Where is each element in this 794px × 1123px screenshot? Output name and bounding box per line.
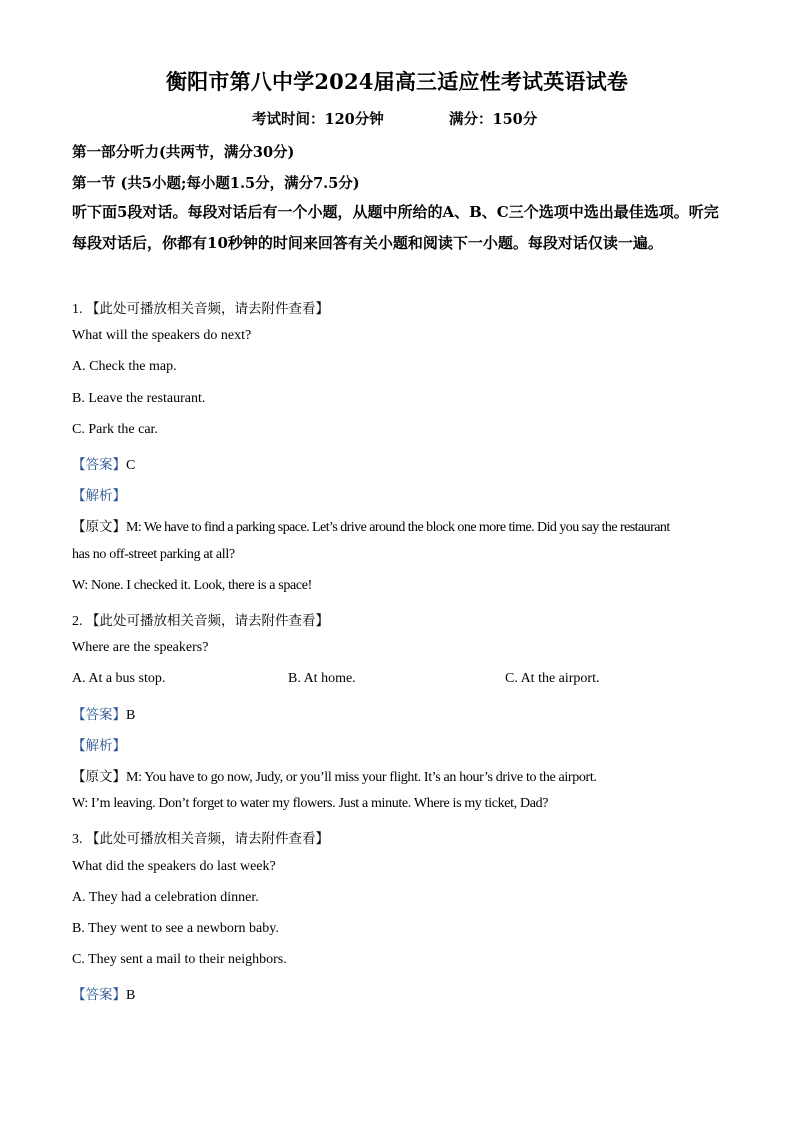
question-2-answer (72, 703, 135, 724)
question-2-option-a: A. At a bus stop. (72, 671, 166, 686)
question-1-transcript-line-1 (72, 515, 670, 536)
analysis-label: 【解析】 (72, 488, 126, 504)
question-2-header (72, 609, 329, 630)
question-1-analysis (72, 484, 126, 505)
question-2-option-b: B. At home. (288, 671, 356, 686)
analysis-label: 【解析】 (72, 738, 126, 754)
question-number: 3. (72, 832, 83, 847)
answer-value: C (126, 458, 136, 473)
part1-title: 第一部分听力(共两节，满分30分) (72, 144, 295, 161)
transcript-label: 【原文】 (72, 519, 126, 535)
audio-note: 【此处可播放相关音频，请去附件查看】 (86, 301, 329, 317)
question-3-stem: What did the speakers do last week? (72, 859, 276, 874)
question-1-option-c: C. Park the car. (72, 422, 158, 437)
answer-label: 【答案】 (72, 457, 126, 473)
transcript-text: M: We have to find a parking space. Let’s drive around the block one more time. Did you say the restaurant (126, 520, 670, 535)
question-3-option-c: C. They sent a mail to their neighbors. (72, 952, 287, 967)
exam-time: 考试时间：120分钟 (252, 111, 384, 128)
answer-value: B (126, 988, 136, 1003)
instructions: 听下面5段对话。每段对话后有一个小题，从题中所给的A、B、C三个选项中选出最佳选项。听完每段对话后，你都有10秒钟的时间来回答有关小题和阅读下一小题。每段对话仅读一遍。 (72, 203, 719, 252)
answer-label: 【答案】 (72, 707, 126, 723)
question-1-header (72, 297, 329, 318)
answer-label: 【答案】 (72, 987, 126, 1003)
question-1-transcript-line-3: W: None. I checked it. Look, there is a space! (72, 578, 312, 593)
document-title: 衡阳市第八中学2024届高三适应性考试英语试卷 (165, 69, 629, 94)
question-1-option-b: B. Leave the restaurant. (72, 391, 206, 406)
section1-title: 第一节 (共5小题;每小题1.5分，满分7.5分) (72, 175, 360, 192)
question-1-stem: What will the speakers do next? (72, 328, 252, 343)
question-1-option-a: A. Check the map. (72, 359, 177, 374)
question-1-transcript-line-2: has no off-street parking at all? (72, 547, 235, 562)
question-3-answer (72, 983, 135, 1004)
question-2-stem: Where are the speakers? (72, 640, 209, 655)
question-1-answer (72, 453, 135, 474)
question-number: 1. (72, 302, 83, 317)
question-2-analysis (72, 734, 126, 755)
question-2-transcript-line-2: W: I’m leaving. Don’t forget to water my flowers. Just a minute. Where is my ticket, Dad? (72, 796, 549, 811)
audio-note: 【此处可播放相关音频，请去附件查看】 (86, 613, 329, 629)
question-2-option-c: C. At the airport. (505, 671, 600, 686)
question-3-option-a: A. They had a celebration dinner. (72, 890, 259, 905)
question-3-header (72, 827, 329, 848)
transcript-text: M: You have to go now, Judy, or you’ll miss your flight. It’s an hour’s drive to the airport. (126, 770, 597, 785)
question-2-transcript-line-1 (72, 765, 597, 786)
question-number: 2. (72, 614, 83, 629)
full-score: 满分：150分 (449, 111, 538, 128)
transcript-label: 【原文】 (72, 769, 126, 785)
answer-value: B (126, 708, 136, 723)
question-3-option-b: B. They went to see a newborn baby. (72, 921, 279, 936)
audio-note: 【此处可播放相关音频，请去附件查看】 (86, 831, 329, 847)
exam-info (0, 108, 794, 130)
